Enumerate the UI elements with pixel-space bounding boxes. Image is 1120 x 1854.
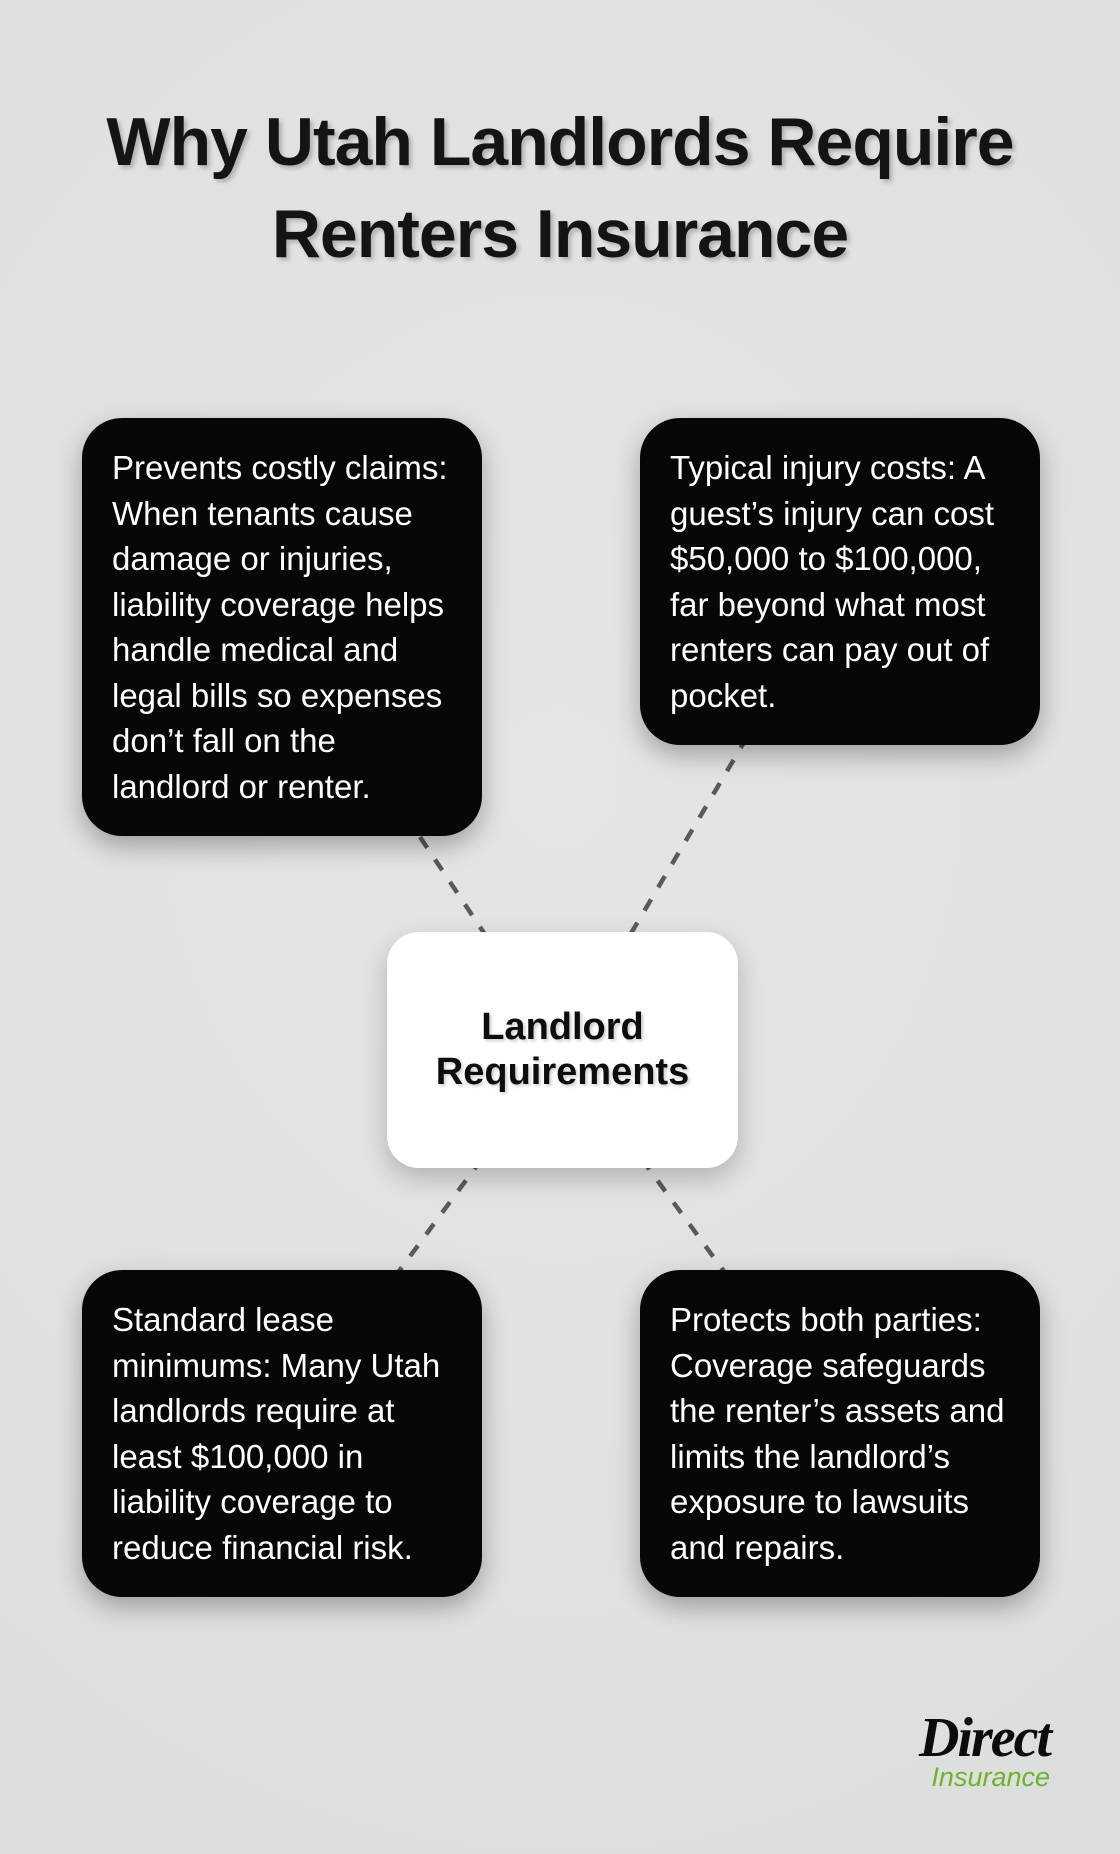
info-card-top-right xyxy=(640,418,1040,745)
info-card-bottom-right xyxy=(640,1270,1040,1597)
info-card-bottom-right-text: Protects both parties: Coverage safeguards the renter’s assets and limits the landlord’s exposure to lawsuits and repairs. xyxy=(670,1301,1005,1566)
brand-logo xyxy=(918,1707,1050,1792)
center-node-label: Landlord Requirements xyxy=(435,1006,690,1093)
page-title: Why Utah Landlords Require Renters Insurance xyxy=(106,104,1014,272)
info-card-top-left-text: Prevents costly claims: When tenants cause damage or injuries, liability coverage helps handle medical and legal bills so expenses don’t fall on the landlord or renter. xyxy=(112,449,448,805)
info-card-top-right-text: Typical injury costs: A guest’s injury can cost $50,000 to $100,000, far beyond what most renters can pay out of pocket. xyxy=(670,449,995,714)
center-node xyxy=(387,932,738,1168)
brand-logo-tagline: Insurance xyxy=(931,1762,1050,1792)
info-card-bottom-left-text: Standard lease minimums: Many Utah landlords require at least $100,000 in liability coverage to reduce financial risk. xyxy=(112,1301,441,1566)
brand-logo-name: Direct xyxy=(918,1707,1050,1769)
info-card-bottom-left xyxy=(82,1270,482,1597)
info-card-top-left xyxy=(82,418,482,836)
